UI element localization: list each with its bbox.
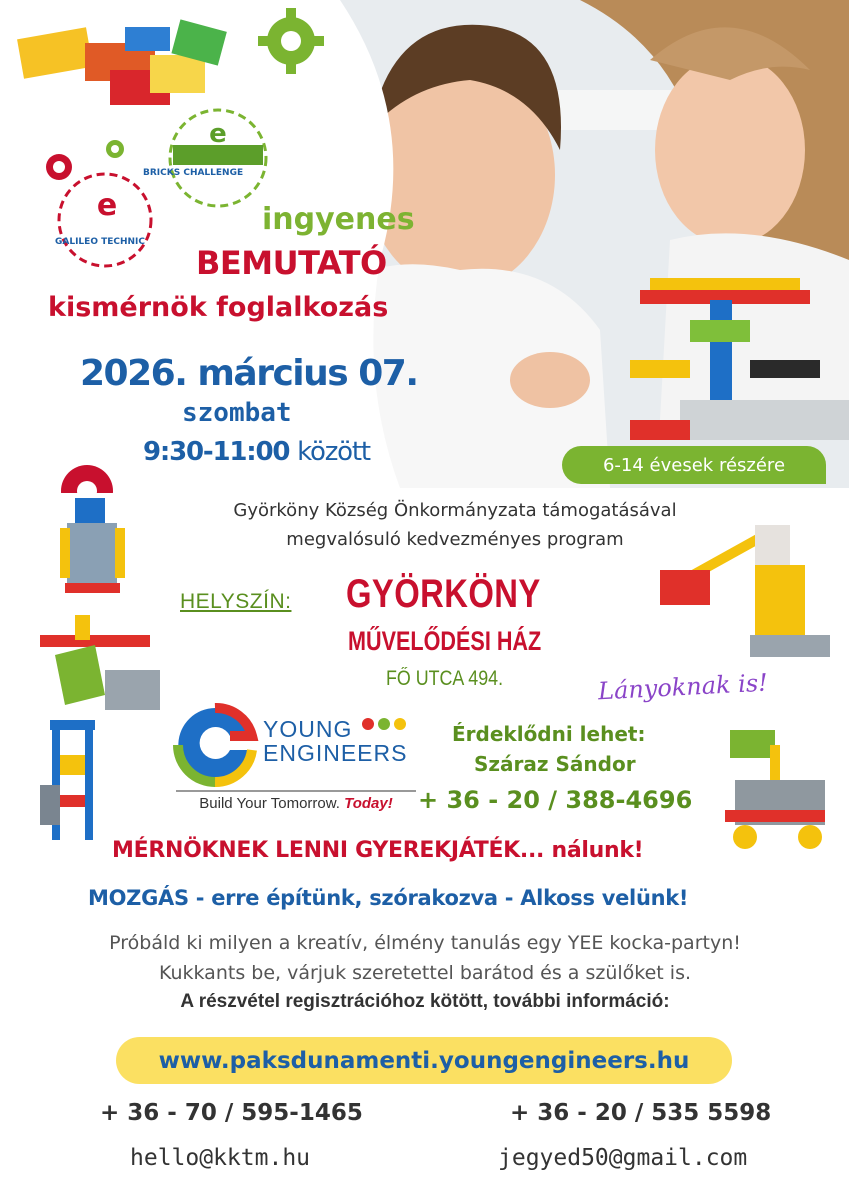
hero-section	[0, 0, 849, 488]
time-range: 9:30-11:00	[143, 437, 290, 467]
email-left[interactable]: hello@kktm.hu	[130, 1145, 311, 1171]
young-engineers-e-logo	[170, 700, 260, 790]
website-link[interactable]: www.paksdunamenti.youngengineers.hu	[116, 1037, 732, 1084]
tagline-end: Today!	[344, 795, 393, 812]
galileo-technic-logo	[35, 165, 175, 275]
tracked-robot-image	[715, 725, 835, 855]
contact-person: Száraz Sándor	[474, 752, 636, 776]
girls-note: Lányoknak is!	[597, 668, 769, 706]
body-line-3: A részvétel regisztrációhoz kötött, további információ:	[180, 991, 670, 1012]
tagline-start: Build Your Tomorrow.	[199, 795, 340, 812]
svg-text:e: e	[209, 119, 227, 149]
ye-tagline	[176, 790, 416, 819]
lego-bricks-image	[15, 15, 230, 110]
contact-ask: Érdeklődni lehet:	[452, 722, 646, 746]
location-venue: MŰVELŐDÉSI HÁZ	[348, 626, 542, 656]
slogan-engineer: MÉRNÖKNEK LENNI GYEREKJÁTÉK... nálunk!	[112, 838, 644, 863]
body-line-1: Próbáld ki milyen a kreatív, élmény tanulás egy YEE kocka-partyn!	[109, 932, 741, 954]
phone-right[interactable]: + 36 - 20 / 535 5598	[510, 1100, 772, 1126]
red-gear-half-icon	[52, 453, 122, 493]
penguin-robot-image	[45, 488, 140, 608]
event-weekday: szombat	[182, 398, 292, 428]
sponsor-text	[160, 496, 750, 554]
sponsor-line-2: megvalósuló kedvezményes program	[286, 529, 624, 550]
location-label: HELYSZÍN:	[180, 590, 292, 613]
swing-robot-image	[35, 615, 165, 730]
galileo-label: GALILEO TECHNIC	[55, 237, 146, 247]
slogan-movement: MOZGÁS - erre építünk, szórakozva - Alkoss velünk!	[88, 886, 689, 910]
svg-text:e: e	[96, 188, 118, 223]
body-line-2: Kukkants be, várjuk szeretettel barátod és a szülőket is.	[158, 962, 692, 984]
bricks-challenge-label: BRICKS CHALLENGE	[143, 168, 244, 178]
free-badge-text: ingyenes	[262, 202, 415, 237]
contact-phone[interactable]: + 36 - 20 / 388-4696	[418, 786, 693, 814]
small-green-gear-icon	[103, 137, 127, 161]
email-right[interactable]: jegyed50@gmail.com	[498, 1145, 748, 1171]
location-city: GYÖRKÖNY	[346, 572, 541, 616]
age-badge: 6-14 évesek részére	[562, 446, 826, 484]
event-time	[143, 437, 370, 467]
sponsor-line-1: Györköny Község Önkormányzata támogatásával	[233, 500, 677, 521]
ferris-robot-image	[40, 715, 105, 845]
ye-word-2: ENGINEERS	[263, 740, 408, 766]
ye-word-1: YOUNG	[263, 716, 353, 742]
phone-left[interactable]: + 36 - 70 / 595-1465	[100, 1100, 363, 1126]
location-address: FŐ UTCA 494.	[386, 667, 504, 690]
event-date: 2026. március 07.	[80, 353, 418, 394]
event-subtitle: kismérnök foglalkozás	[48, 292, 389, 323]
time-suffix: között	[297, 437, 370, 467]
green-gear-icon	[258, 8, 324, 74]
ye-gears-icon	[360, 716, 410, 732]
event-title: BEMUTATÓ	[196, 244, 387, 282]
